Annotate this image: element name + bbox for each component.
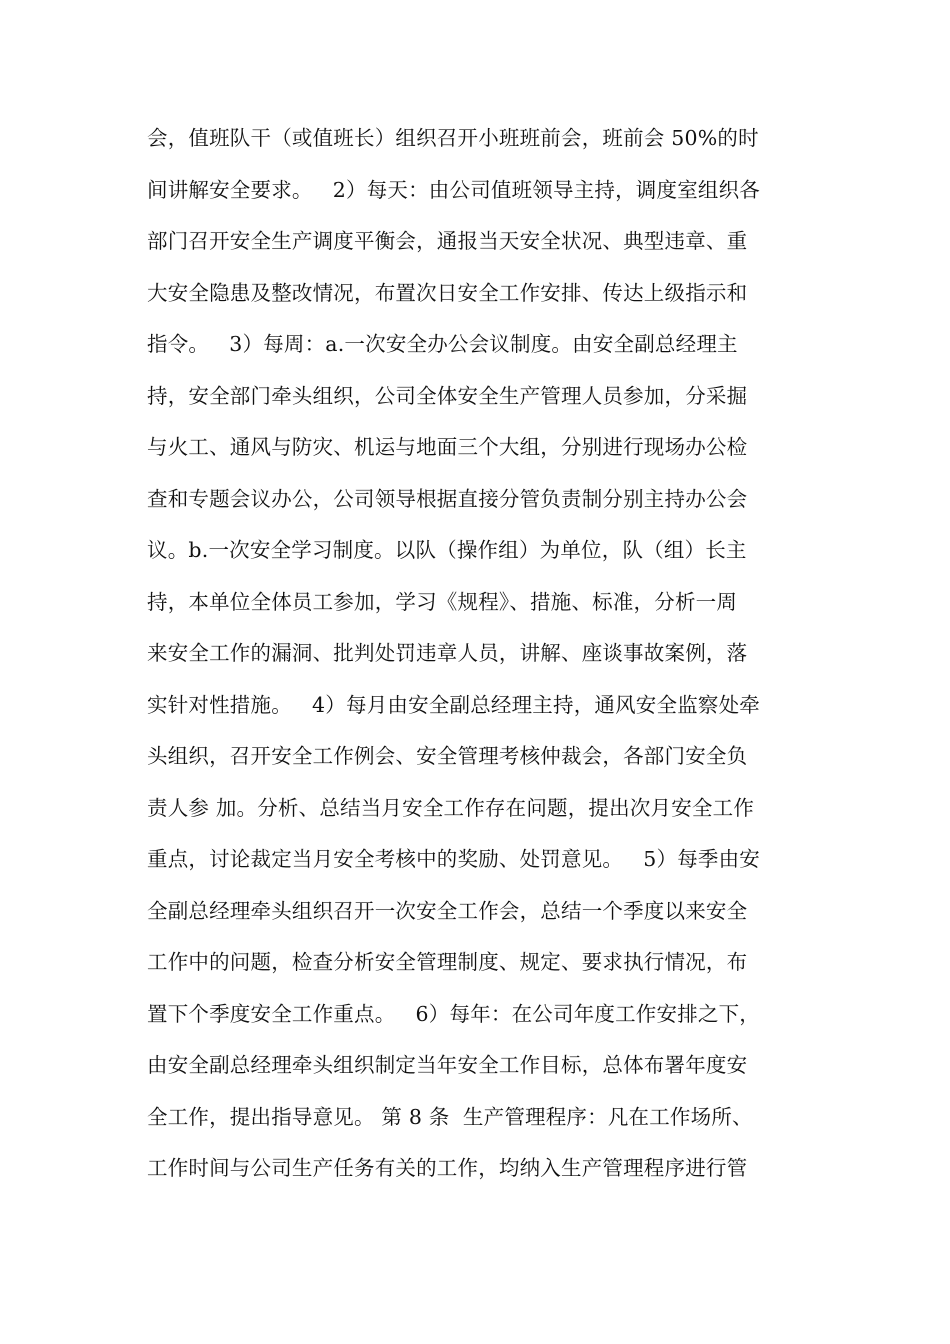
text-line: 由安全副总经理牵头组织制定当年安全工作目标，总体布署年度安: [147, 1053, 748, 1077]
text-line: 重点，讨论裁定当月安全考核中的奖励、处罚意见。 5）每季由安: [147, 847, 760, 871]
text-line: 全副总经理牵头组织召开一次安全工作会，总结一个季度以来安全: [147, 898, 748, 923]
text-line: 持，安全部门牵头组织，公司全体安全生产管理人员参加，分采掘: [147, 383, 748, 408]
text-line: 查和专题会议办公，公司领导根据直接分管负责制分别主持办公会: [147, 486, 748, 511]
text-line: 工作时间与公司生产任务有关的工作，均纳入生产管理程序进行管: [147, 1156, 748, 1180]
text-line: 部门召开安全生产调度平衡会，通报当天安全状况、典型违章、重: [147, 229, 748, 253]
text-line: 会，值班队干（或值班长）组织召开小班班前会，班前会 50%的时: [147, 126, 759, 150]
text-line: 头组织，召开安全工作例会、安全管理考核仲裁会，各部门安全负: [147, 744, 748, 768]
text-line: 大安全隐患及整改情况，布置次日安全工作安排、传达上级指示和: [147, 280, 748, 305]
text-line: 持，本单位全体员工参加，学习《规程》、措施、标准，分析一周: [147, 589, 738, 614]
text-line: 全工作，提出指导意见。 第 8 条 生产管理程序：凡在工作场所、: [147, 1104, 753, 1129]
text-line: 来安全工作的漏洞、批判处罚违章人员，讲解、座谈事故案例，落: [147, 641, 748, 665]
body-text: [147, 118, 817, 1200]
text-line: 工作中的问题，检查分析安全管理制度、规定、要求执行情况，布: [147, 950, 748, 974]
text-line: 间讲解安全要求。 2）每天：由公司值班领导主持，调度室组织各: [147, 177, 760, 202]
text-line: 指令。 3）每周：a.一次安全办公会议制度。由安全副总经理主: [147, 332, 738, 356]
text-line: 实针对性措施。 4）每月由安全副总经理主持，通风安全监察处牵: [147, 692, 760, 717]
text-line: 责人参 加。分析、总结当月安全工作存在问题，提出次月安全工作: [147, 795, 755, 820]
text-line: 与火工、通风与防灾、机运与地面三个大组，分别进行现场办公检: [147, 435, 748, 459]
text-line: 议。b.一次安全学习制度。以队（操作组）为单位，队（组）长主: [147, 538, 747, 562]
text-line: 置下个季度安全工作重点。 6）每年：在公司年度工作安排之下，: [147, 1001, 760, 1026]
